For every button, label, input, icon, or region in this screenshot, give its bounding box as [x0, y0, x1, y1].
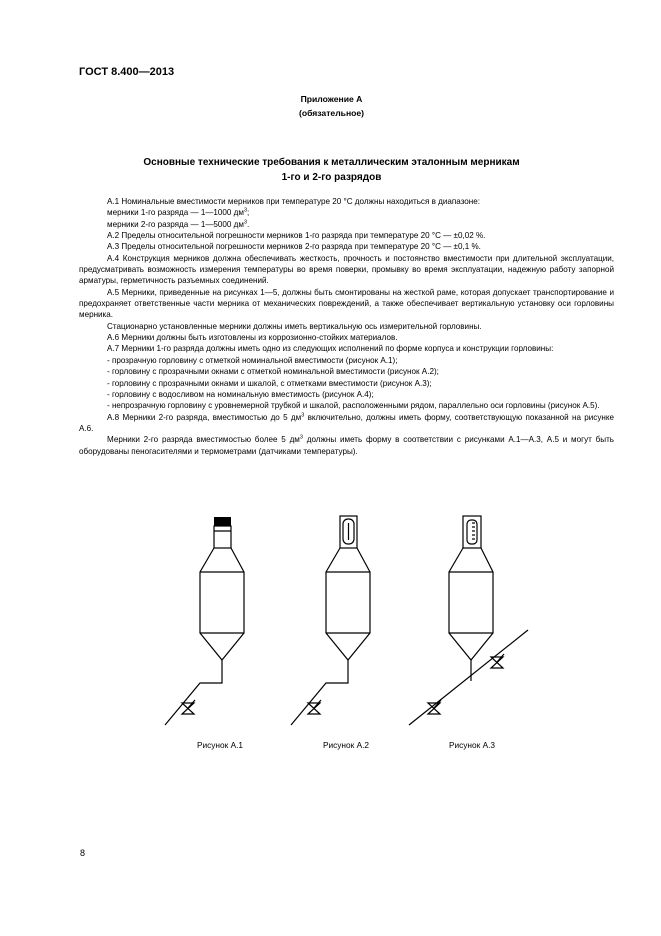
para-a3: А.3 Пределы относительной погрешности мерников 2-го разряда при температуре 20 °С — ±0,1 %. [107, 242, 481, 252]
annex-title-line-1: Основные технические требования к металлическим эталонным мерникам [143, 157, 520, 168]
figure-a3-vessel [409, 516, 528, 725]
list-item: - горловину с водосливом на номинальную вместимость (рисунок А.4); [107, 389, 374, 399]
para-a7: А.7 Мерники 1-го разряда должны иметь одно из следующих исполнений по форме корпуса и конструкции горловины: [107, 344, 554, 354]
annex-title-line-2: 1-го и 2-го разрядов [281, 172, 382, 183]
page-number: 8 [80, 848, 86, 858]
figure-a2-vessel [291, 516, 370, 725]
para-a8: А.8 Мерники 2-го разряда, вместимостью до 5 $дм^3$ включительно, должны иметь форму, соответствующую показанной на рисунке А.6. [79, 411, 615, 433]
annex-label: Приложение А [300, 94, 363, 104]
document-header: ГОСТ 8.400—2013 [79, 66, 175, 78]
figure-a3-valve-icon-upper [491, 654, 504, 668]
para-stationary: Стационарно установленные мерники должны иметь вертикальную ось измерительной горловины. [107, 321, 482, 331]
list-item: - прозрачную горловину с отметкой номинальной вместимости (рисунок А.1); [107, 355, 398, 365]
figure-a3-caption: Рисунок А.3 [448, 740, 496, 750]
para-a1-line-2: мерники 2-го разряда — 1—5000 $дм^3$. [107, 219, 250, 229]
para-a6: А.6 Мерники должны быть изготовлены из коррозионно-стойких материалов. [107, 333, 398, 343]
figure-a3-valve-icon-lower [428, 700, 441, 714]
para-a8-continued: Мерники 2-го разряда вместимостью более 5 $дм^3$ должны иметь форму в соответствии с рисунками А.1—А.3, А.5 и могут быть оборудованы пеногасителями и термометрами (датчиками температуры). [79, 434, 614, 456]
figure-a1-vessel [165, 517, 244, 725]
para-a1-line-1: мерники 1-го разряда — 1—1000 $дм^3$; [107, 207, 250, 218]
para-a1: А.1 Номинальные вместимости мерников при температуре 20 °С должны находиться в диапазоне: [107, 197, 481, 206]
list-item: - горловину с прозрачными окнами с отметкой номинальной вместимости (рисунок А.2); [107, 367, 439, 377]
figure-a2-caption: Рисунок А.2 [322, 740, 370, 750]
annex-status: (обязательное) [298, 108, 365, 118]
para-a4: А.4 Конструкция мерников должна обеспечивать жесткость, прочность и постоянство вместимости при длительной эксплуатации, предусматривать возможность измерения температуры во время поверки, промывку во время эксплуатации, надежную работу запорной арматуры, герметичность разъемных соединений. [79, 253, 614, 286]
para-a5: А.5 Мерники, приведенные на рисунках 1—5, должны быть смонтированы на жесткой раме, которая допускает транспортирование и предохраняет ответственные части мерника от механических повреждений, а также обеспечивает вертикальную установку оси горловины мерника. [79, 287, 614, 320]
list-item: - непрозрачную горловину с уровнемерной трубкой и шкалой, расположенными рядом, параллельно оси горловины (рисунок А.5). [107, 401, 600, 411]
list-item: - горловину с прозрачными окнами и шкалой, с отметками вместимости (рисунок А.3); [107, 378, 432, 388]
figure-a1-caption: Рисунок А.1 [196, 740, 244, 750]
para-a2: А.2 Пределы относительной погрешности мерников 1-го разряда при температуре 20 °С — ±0,02 %. [107, 231, 486, 241]
